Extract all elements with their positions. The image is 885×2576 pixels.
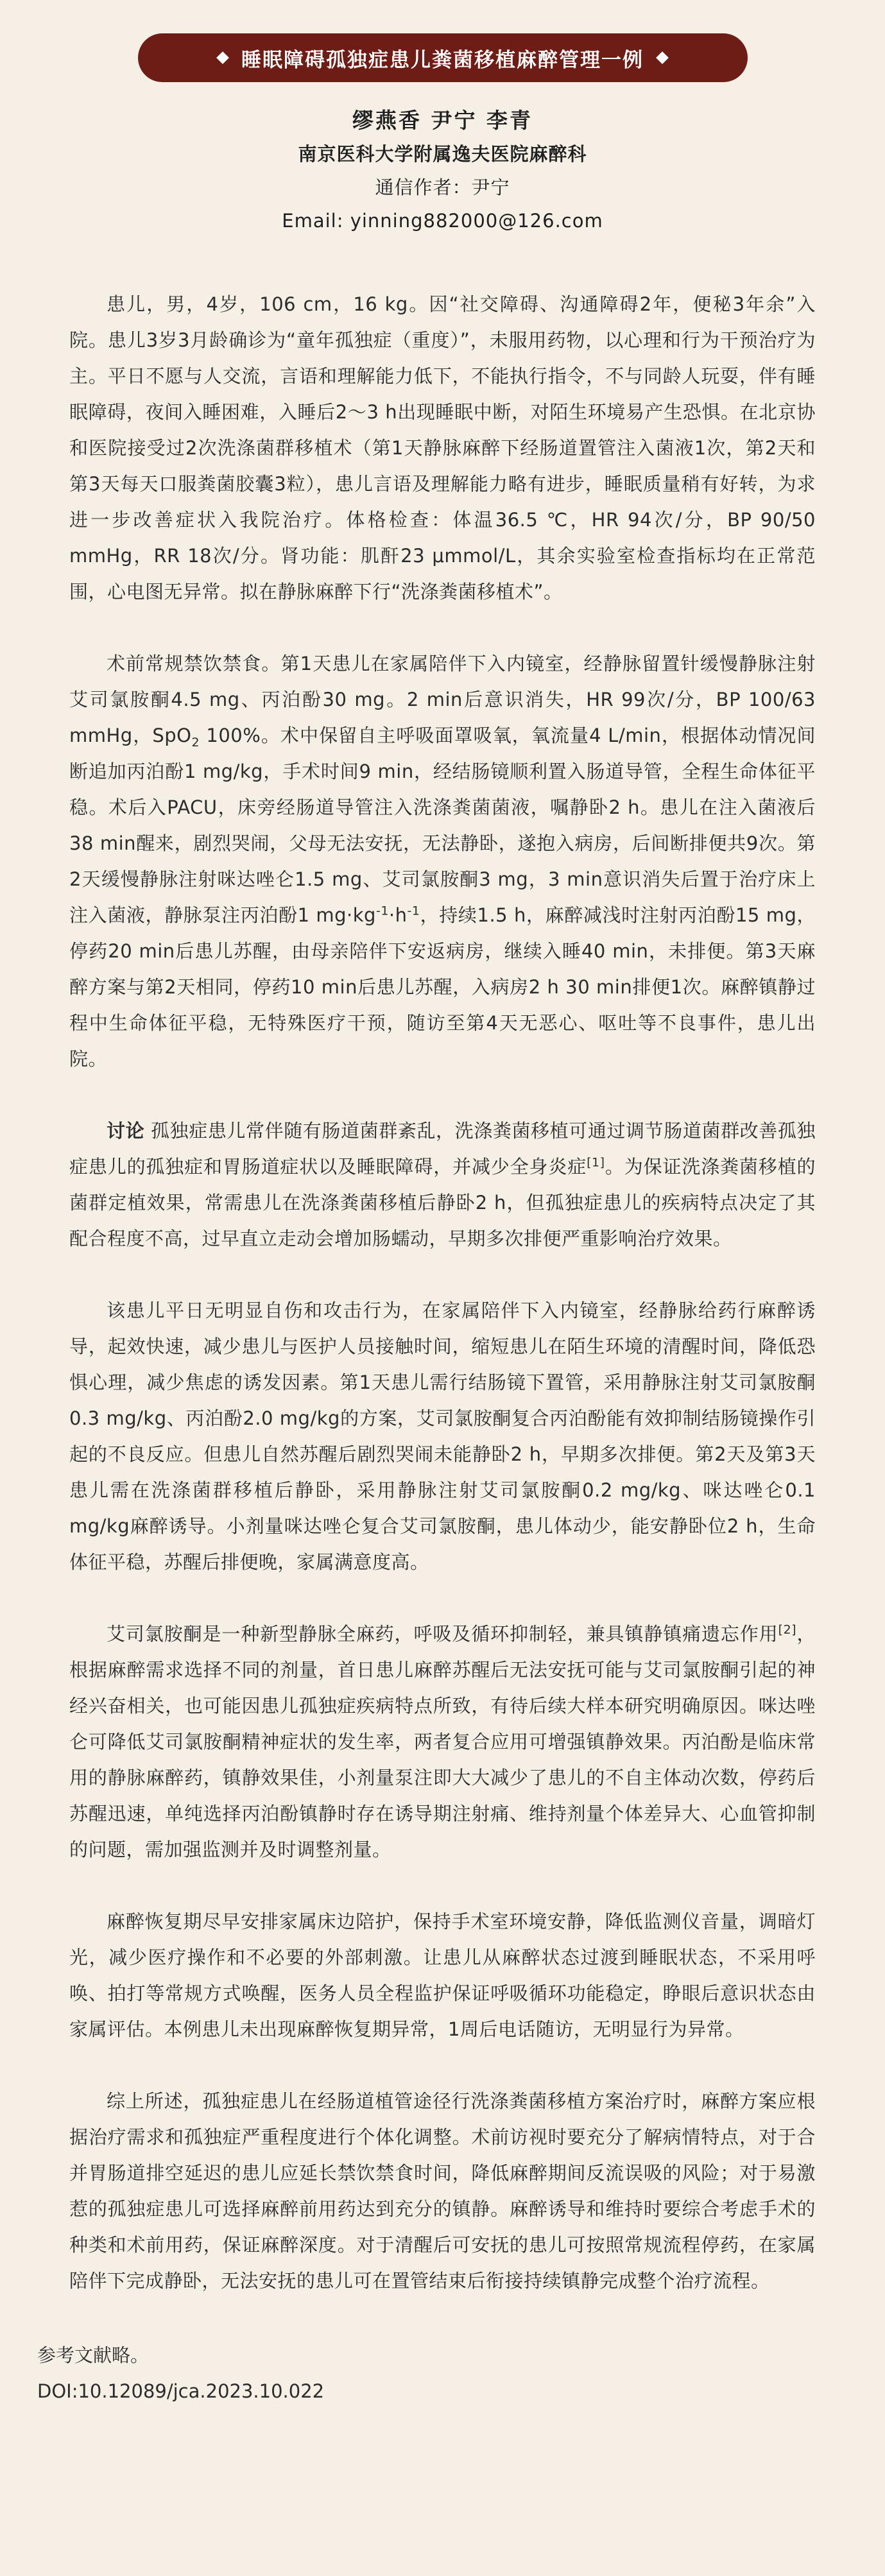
references-block — [0, 2337, 885, 2409]
title-wrap — [0, 33, 885, 82]
induction-paragraph: 该患儿平日无明显自伤和攻击行为，在家属陪伴下入内镜室，经静脉给药行麻醉诱导，起效快速，减少患儿与医护人员接触时间，缩短患儿在陌生环境的清醒时间，降低恐惧心理，减少焦虑的诱发因素。第1天患儿需行结肠镜下置管，采用静脉注射艾司氯胺酮0.3 mg/kg、丙泊酚2.0 mg/kg的方案，艾司氯胺酮复合丙泊酚能有效抑制结肠镜操作引起的不良反应。但患儿自然苏醒后剧烈哭闹未能静卧2 h，早期多次排便。第2天及第3天患儿需在洗涤菌群移植后静卧，采用静脉注射艾司氯胺酮0.2 mg/kg、咪达唑仑0.1 mg/kg麻醉诱导。小剂量咪达唑仑复合艾司氯胺酮，患儿体动少，能安静卧位2 h，生命体征平稳，苏醒后排便晚，家属满意度高。 — [69, 1300, 816, 1573]
discussion-paragraph — [69, 1113, 816, 1257]
title-banner — [138, 33, 748, 82]
article-body — [0, 286, 885, 2299]
diamond-right-icon — [656, 51, 669, 64]
unit-superscript: -1 — [375, 904, 389, 918]
affiliation: 南京医科大学附属逸夫医院麻醉科 — [298, 143, 587, 165]
esketamine-paragraph — [69, 1616, 816, 1868]
procedure-text-a: 术前常规禁饮禁食。第1天患儿在家属陪伴下入内镜室，经静脉留置针缓慢静脉注射艾司氯胺酮4.5 mg、丙泊酚30 mg。2 min后意识消失，HR 99次/分，BP 100/63 mmHg，SpO — [69, 653, 816, 746]
reference-marker[interactable]: [1] — [587, 1155, 605, 1170]
procedure-text-d: ，持续1.5 h，麻醉减浅时注射丙泊酚15 mg，停药20 min后患儿苏醒，由母亲陪伴下安返病房，继续入睡40 min，未排便。第3天麻醉方案与第2天相同，停药10 min后患儿苏醒，入病房2 h 30 min排便1次。麻醉镇静过程中生命体征平稳，无特殊医疗干预，随访至第4天无恶心、呕吐等不良事件，患儿出院。 — [69, 904, 816, 1070]
procedure-paragraph — [69, 646, 816, 1077]
corresponding-author: 通信作者：尹宁 — [375, 176, 510, 198]
diamond-left-icon — [216, 51, 229, 64]
email[interactable]: Email: yinning882000@126.com — [282, 210, 603, 232]
unit-superscript: -1 — [407, 904, 420, 918]
procedure-text-b: 100%。术中保留自主呼吸面罩吸氧，氧流量4 L/min，根据体动情况间断追加丙泊酚1 mg/kg，手术时间9 min，经结肠镜顺利置入肠道导管，全程生命体征平稳。术后入PACU，床旁经肠道导管注入洗涤粪菌菌液，嘱静卧2 h。患儿在注入菌液后38 min醒来，剧烈哭闹，父母无法安抚，无法静卧，遂抱入病房，后间断排便共9次。第2天缓慢静脉注射咪达唑仑1.5 mg、艾司氯胺酮3 mg，3 min意识消失后置于治疗床上注入菌液，静脉泵注丙泊酚1 mg·kg — [69, 725, 816, 926]
procedure-text-c: ·h — [388, 904, 408, 926]
esketamine-text-b: ，根据麻醉需求选择不同的剂量，首日患儿麻醉苏醒后无法安抚可能与艾司氯胺酮引起的神经兴奋相关，也可能因患儿孤独症疾病特点所致，有待后续大样本研究明确原因。咪达唑仑可降低艾司氯胺酮精神症状的发生率，两者复合应用可增强镇静效果。丙泊酚是临床常用的静脉麻醉药，镇静效果佳，小剂量泵注即大大减少了患儿的不自主体动次数，停药后苏醒迅速，单纯选择丙泊酚镇静时存在诱导期注射痛、维持剂量个体差异大、心血管抑制的问题，需加强监测并及时调整剂量。 — [69, 1623, 816, 1860]
author-block — [0, 104, 885, 237]
case-paragraph: 患儿，男，4岁，106 cm，16 kg。因“社交障碍、沟通障碍2年，便秘3年余”入院。患儿3岁3月龄确诊为“童年孤独症（重度）”，未服用药物，以心理和行为干预治疗为主。平日不愿与人交流，言语和理解能力低下，不能执行指令，不与同龄人玩耍，伴有睡眠障碍，夜间入睡困难，入睡后2～3 h出现睡眠中断，对陌生环境易产生恐惧。在北京协和医院接受过2次洗涤菌群移植术（第1天静脉麻醉下经肠道置管注入菌液1次，第2天和第3天每天口服粪菌胶囊3粒），患儿言语及理解能力略有进步，睡眠质量稍有好转，为求进一步改善症状入我院治疗。体格检查：体温36.5 ℃，HR 94次/分，BP 90/50 mmHg，RR 18次/分。肾功能：肌酐23 μmmol/L，其余实验室检查指标均在正常范围，心电图无异常。拟在静脉麻醉下行“洗涤粪菌移植术”。 — [69, 293, 816, 603]
doi[interactable]: DOI:10.12089/jca.2023.10.022 — [37, 2380, 325, 2402]
references-note: 参考文献略。 — [37, 2344, 150, 2366]
summary-paragraph: 综上所述，孤独症患儿在经肠道植管途径行洗涤粪菌移植方案治疗时，麻醉方案应根据治疗需求和孤独症严重程度进行个体化调整。术前访视时要充分了解病情特点，对于合并胃肠道排空延迟的患儿应延长禁饮禁食时间，降低麻醉期间反流误吸的风险；对于易激惹的孤独症患儿可选择麻醉前用药达到充分的镇静。麻醉诱导和维持时要综合考虑手术的种类和术前用药，保证麻醉深度。对于清醒后可安抚的患儿可按照常规流程停药，在家属陪伴下完成静卧，无法安抚的患儿可在置管结束后衔接持续镇静完成整个治疗流程。 — [69, 2090, 816, 2292]
esketamine-text-a: 艾司氯胺酮是一种新型静脉全麻药，呼吸及循环抑制轻，兼具镇静镇痛遗忘作用 — [107, 1623, 778, 1645]
discussion-label: 讨论 — [107, 1120, 145, 1142]
discussion-text-a: 孤独症患儿常伴随有肠道菌群紊乱，洗涤粪菌移植可通过调节肠道菌群改善孤独症患儿的孤独症和胃肠道症状以及睡眠障碍，并减少全身炎症 — [69, 1120, 816, 1178]
reference-marker[interactable]: [2] — [778, 1622, 797, 1637]
article-title: 睡眠障碍孤独症患儿粪菌移植麻醉管理一例 — [241, 48, 644, 72]
recovery-paragraph: 麻醉恢复期尽早安排家属床边陪护，保持手术室环境安静，降低监测仪音量，调暗灯光，减少医疗操作和不必要的外部刺激。让患儿从麻醉状态过渡到睡眠状态，不采用呼唤、拍打等常规方式唤醒，医务人员全程监护保证呼吸循环功能稳定，睁眼后意识状态由家属评估。本例患儿未出现麻醉恢复期异常，1周后电话随访，无明显行为异常。 — [69, 1911, 816, 2040]
authors: 缪燕香 尹宁 李青 — [352, 108, 533, 133]
spo2-subscript: 2 — [191, 735, 200, 750]
discussion-text-b: 。为保证洗涤粪菌移植的菌群定植效果，常需患儿在洗涤粪菌移植后静卧2 h，但孤独症患儿的疾病特点决定了其配合程度不高，过早直立走动会增加肠蠕动，早期多次排便严重影响治疗效果。 — [69, 1156, 816, 1249]
